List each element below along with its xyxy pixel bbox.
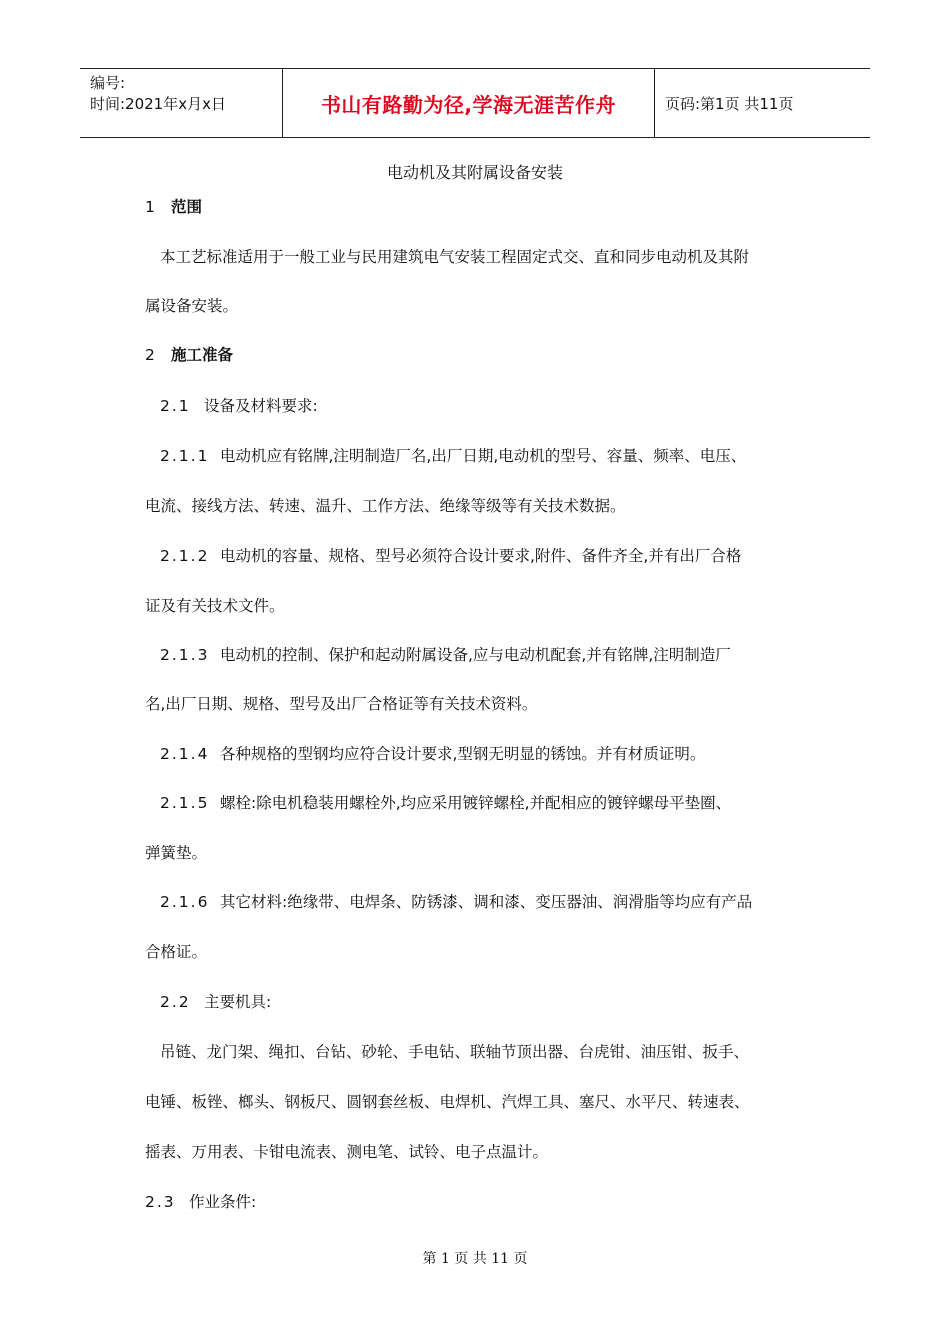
line-text: 施工准备	[171, 346, 234, 364]
document-header	[80, 68, 870, 138]
section-number: 2.1.2	[160, 547, 210, 565]
line-text: 电动机的控制、保护和起动附属设备,应与电动机配套,并有铭牌,注明制造厂	[220, 646, 731, 664]
line-text: 范围	[171, 198, 203, 216]
section-number: 2.1.1	[160, 447, 210, 465]
section-number: 2.2	[160, 993, 191, 1011]
body-line	[160, 544, 741, 566]
line-text: 弹簧垫。	[145, 844, 208, 862]
line-text: 设备及材料要求:	[204, 397, 318, 415]
body-line	[145, 940, 207, 962]
body-line	[160, 444, 746, 466]
page-info: 页码:第1页 共11页	[665, 94, 794, 113]
body-line	[160, 742, 705, 764]
line-text: 其它材料:绝缘带、电焊条、防锈漆、调和漆、变压器油、润滑脂等均应有产品	[220, 893, 753, 911]
body-line	[145, 841, 207, 863]
line-text: 证及有关技术文件。	[145, 597, 285, 615]
body-line	[160, 791, 731, 813]
line-text: 属设备安装。	[145, 297, 239, 315]
body-line	[160, 1040, 749, 1062]
header-left-cell	[80, 69, 282, 137]
body-line	[145, 594, 285, 616]
line-text: 电动机的容量、规格、型号必须符合设计要求,附件、备件齐全,并有出厂合格	[220, 547, 742, 565]
body-line	[160, 394, 318, 416]
document-title: 电动机及其附属设备安装	[386, 163, 563, 182]
body-line	[145, 343, 233, 365]
section-number: 2.1.3	[160, 646, 210, 664]
body-line	[160, 890, 752, 912]
section-number: 1	[145, 198, 157, 216]
body-line	[145, 294, 238, 316]
line-text: 电动机应有铭牌,注明制造厂名,出厂日期,电动机的型号、容量、频率、电压、	[220, 447, 747, 465]
line-text: 各种规格的型钢均应符合设计要求,型钢无明显的锈蚀。并有材质证明。	[220, 745, 706, 763]
line-text: 摇表、万用表、卡钳电流表、测电笔、试铃、电子点温计。	[145, 1143, 549, 1161]
section-number: 2.3	[145, 1193, 176, 1211]
section-number: 2	[145, 346, 157, 364]
body-line	[160, 245, 749, 267]
body-line	[145, 1140, 548, 1162]
body-line	[145, 195, 202, 217]
number-label: 编号:	[90, 74, 126, 92]
motto: 书山有路勤为径,学海无涯苦作舟	[282, 69, 655, 137]
section-number: 2.1.5	[160, 794, 210, 812]
line-text: 本工艺标准适用于一般工业与民用建筑电气安装工程固定式交、直和同步电动机及其附	[160, 248, 750, 266]
body-line	[160, 643, 731, 665]
line-text: 螺栓:除电机稳装用螺栓外,均应采用镀锌螺栓,并配相应的镀锌螺母平垫圈、	[220, 794, 732, 812]
body-line	[145, 494, 626, 516]
line-text: 吊链、龙门架、绳扣、台钻、砂轮、手电钻、联轴节顶出器、台虎钳、油压钳、扳手、	[160, 1043, 750, 1061]
body-line	[145, 692, 537, 714]
line-text: 电锤、板锉、榔头、钢板尺、圆钢套丝板、电焊机、汽焊工具、塞尺、水平尺、转速表、	[145, 1093, 750, 1111]
section-number: 2.1	[160, 397, 191, 415]
section-number: 2.1.6	[160, 893, 210, 911]
body-line	[145, 1190, 256, 1212]
page-footer: 第 1 页 共 11 页	[422, 1251, 528, 1267]
body-line	[145, 1090, 750, 1112]
line-text: 主要机具:	[204, 993, 272, 1011]
line-text: 名,出厂日期、规格、型号及出厂合格证等有关技术资料。	[145, 695, 538, 713]
section-number: 2.1.4	[160, 745, 210, 763]
line-text: 作业条件:	[189, 1193, 257, 1211]
line-text: 合格证。	[145, 943, 208, 961]
line-text: 电流、接线方法、转速、温升、工作方法、绝缘等级等有关技术数据。	[145, 497, 626, 515]
body-line	[160, 990, 271, 1012]
time-label: 时间:2021年x月x日	[90, 95, 226, 113]
